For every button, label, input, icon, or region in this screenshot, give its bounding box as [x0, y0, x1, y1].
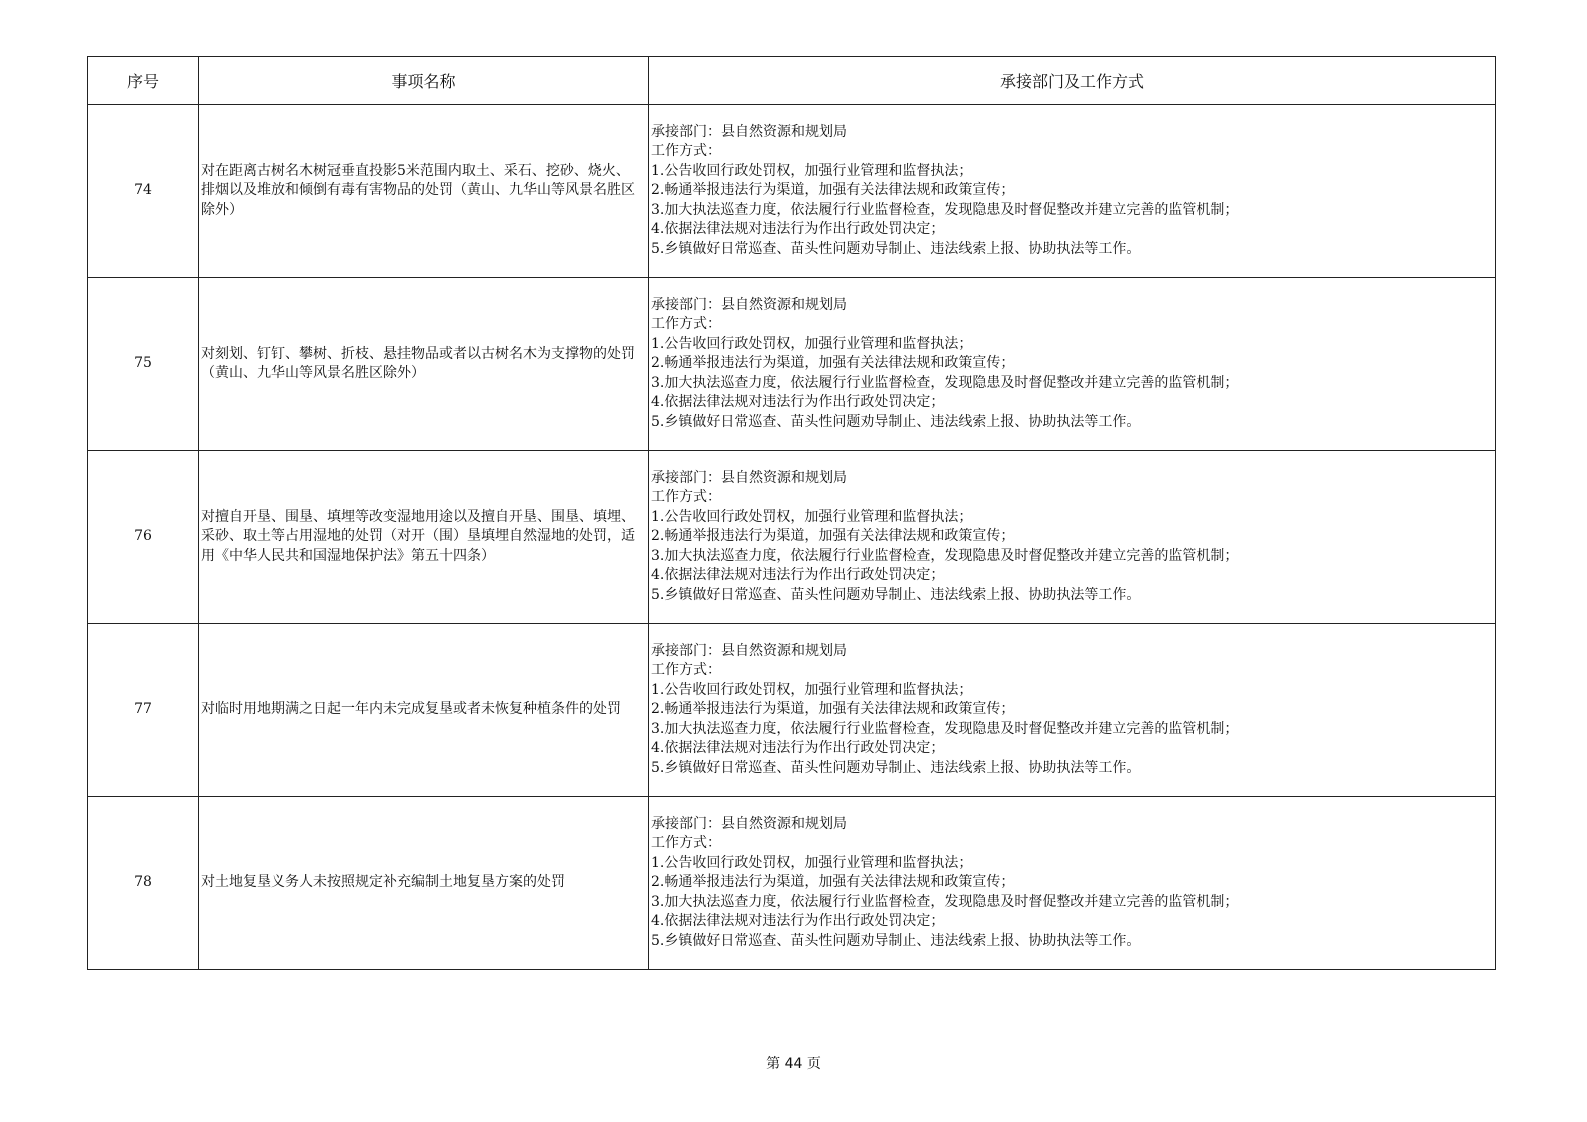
table-row — [88, 797, 1496, 970]
dept-line: 2.畅通举报违法行为渠道，加强有关法律法规和政策宣传； — [651, 355, 1015, 372]
dept-line: 2.畅通举报违法行为渠道，加强有关法律法规和政策宣传； — [651, 874, 1015, 891]
header-item-name: 事项名称 — [199, 57, 649, 105]
dept-line: 4.依据法律法规对违法行为作出行政处罚决定； — [651, 221, 945, 238]
dept-line: 工作方式： — [651, 316, 721, 333]
row-item-name: 对擅自开垦、围垦、填埋等改变湿地用途以及擅自开垦、围垦、填埋、采砂、取土等占用湿地的处罚（对开（围）垦填埋自然湿地的处罚，适用《中华人民共和国湿地保护法》第五十四条） — [199, 451, 649, 624]
dept-line: 1.公告收回行政处罚权，加强行业管理和监督执法； — [651, 335, 973, 352]
dept-line: 1.公告收回行政处罚权，加强行业管理和监督执法； — [651, 854, 973, 871]
row-dept-method — [649, 797, 1496, 970]
dept-line: 4.依据法律法规对违法行为作出行政处罚决定； — [651, 913, 945, 930]
dept-line: 3.加大执法巡查力度，依法履行行业监督检查，发现隐患及时督促整改并建立完善的监管机制； — [651, 893, 1239, 910]
dept-line: 承接部门：县自然资源和规划局 — [651, 815, 847, 832]
dept-line: 5.乡镇做好日常巡查、苗头性问题劝导制止、违法线索上报、协助执法等工作。 — [651, 586, 1141, 603]
table-row — [88, 451, 1496, 624]
row-seq: 77 — [88, 624, 199, 797]
dept-line: 工作方式： — [651, 835, 721, 852]
row-item-name: 对刻划、钉钉、攀树、折枝、悬挂物品或者以古树名木为支撑物的处罚（黄山、九华山等风景名胜区除外） — [199, 278, 649, 451]
dept-line: 2.畅通举报违法行为渠道，加强有关法律法规和政策宣传； — [651, 701, 1015, 718]
row-item-name: 对土地复垦义务人未按照规定补充编制土地复垦方案的处罚 — [199, 797, 649, 970]
dept-line: 承接部门：县自然资源和规划局 — [651, 123, 847, 140]
row-dept-method — [649, 278, 1496, 451]
header-dept-method: 承接部门及工作方式 — [649, 57, 1496, 105]
table-row — [88, 624, 1496, 797]
dept-line: 2.畅通举报违法行为渠道，加强有关法律法规和政策宣传； — [651, 528, 1015, 545]
row-item-name: 对临时用地期满之日起一年内未完成复垦或者未恢复种植条件的处罚 — [199, 624, 649, 797]
row-dept-method — [649, 105, 1496, 278]
dept-line: 5.乡镇做好日常巡查、苗头性问题劝导制止、违法线索上报、协助执法等工作。 — [651, 759, 1141, 776]
row-item-name: 对在距离古树名木树冠垂直投影5米范围内取土、采石、挖砂、烧火、排烟以及堆放和倾倒有毒有害物品的处罚（黄山、九华山等风景名胜区除外） — [199, 105, 649, 278]
page-number: 第 44 页 — [766, 1056, 821, 1072]
table-row — [88, 105, 1496, 278]
dept-line: 工作方式： — [651, 489, 721, 506]
row-dept-method — [649, 624, 1496, 797]
table-header-row — [88, 57, 1496, 105]
row-seq: 76 — [88, 451, 199, 624]
row-seq: 75 — [88, 278, 199, 451]
row-seq: 78 — [88, 797, 199, 970]
dept-line: 3.加大执法巡查力度，依法履行行业监督检查，发现隐患及时督促整改并建立完善的监管机制； — [651, 201, 1239, 218]
header-seq: 序号 — [88, 57, 199, 105]
dept-line: 3.加大执法巡查力度，依法履行行业监督检查，发现隐患及时督促整改并建立完善的监管机制； — [651, 374, 1239, 391]
dept-line: 4.依据法律法规对违法行为作出行政处罚决定； — [651, 740, 945, 757]
dept-line: 1.公告收回行政处罚权，加强行业管理和监督执法； — [651, 162, 973, 179]
dept-line: 承接部门：县自然资源和规划局 — [651, 296, 847, 313]
dept-line: 1.公告收回行政处罚权，加强行业管理和监督执法； — [651, 681, 973, 698]
table-row — [88, 278, 1496, 451]
dept-line: 工作方式： — [651, 143, 721, 160]
dept-line: 3.加大执法巡查力度，依法履行行业监督检查，发现隐患及时督促整改并建立完善的监管机制； — [651, 720, 1239, 737]
dept-line: 4.依据法律法规对违法行为作出行政处罚决定； — [651, 567, 945, 584]
row-dept-method — [649, 451, 1496, 624]
dept-line: 承接部门：县自然资源和规划局 — [651, 469, 847, 486]
dept-line: 2.畅通举报违法行为渠道，加强有关法律法规和政策宣传； — [651, 182, 1015, 199]
dept-line: 工作方式： — [651, 662, 721, 679]
dept-line: 承接部门：县自然资源和规划局 — [651, 642, 847, 659]
dept-line: 4.依据法律法规对违法行为作出行政处罚决定； — [651, 394, 945, 411]
items-table — [87, 56, 1496, 970]
row-seq: 74 — [88, 105, 199, 278]
dept-line: 5.乡镇做好日常巡查、苗头性问题劝导制止、违法线索上报、协助执法等工作。 — [651, 932, 1141, 949]
dept-line: 1.公告收回行政处罚权，加强行业管理和监督执法； — [651, 508, 973, 525]
dept-line: 5.乡镇做好日常巡查、苗头性问题劝导制止、违法线索上报、协助执法等工作。 — [651, 240, 1141, 257]
dept-line: 5.乡镇做好日常巡查、苗头性问题劝导制止、违法线索上报、协助执法等工作。 — [651, 413, 1141, 430]
dept-line: 3.加大执法巡查力度，依法履行行业监督检查，发现隐患及时督促整改并建立完善的监管机制； — [651, 547, 1239, 564]
